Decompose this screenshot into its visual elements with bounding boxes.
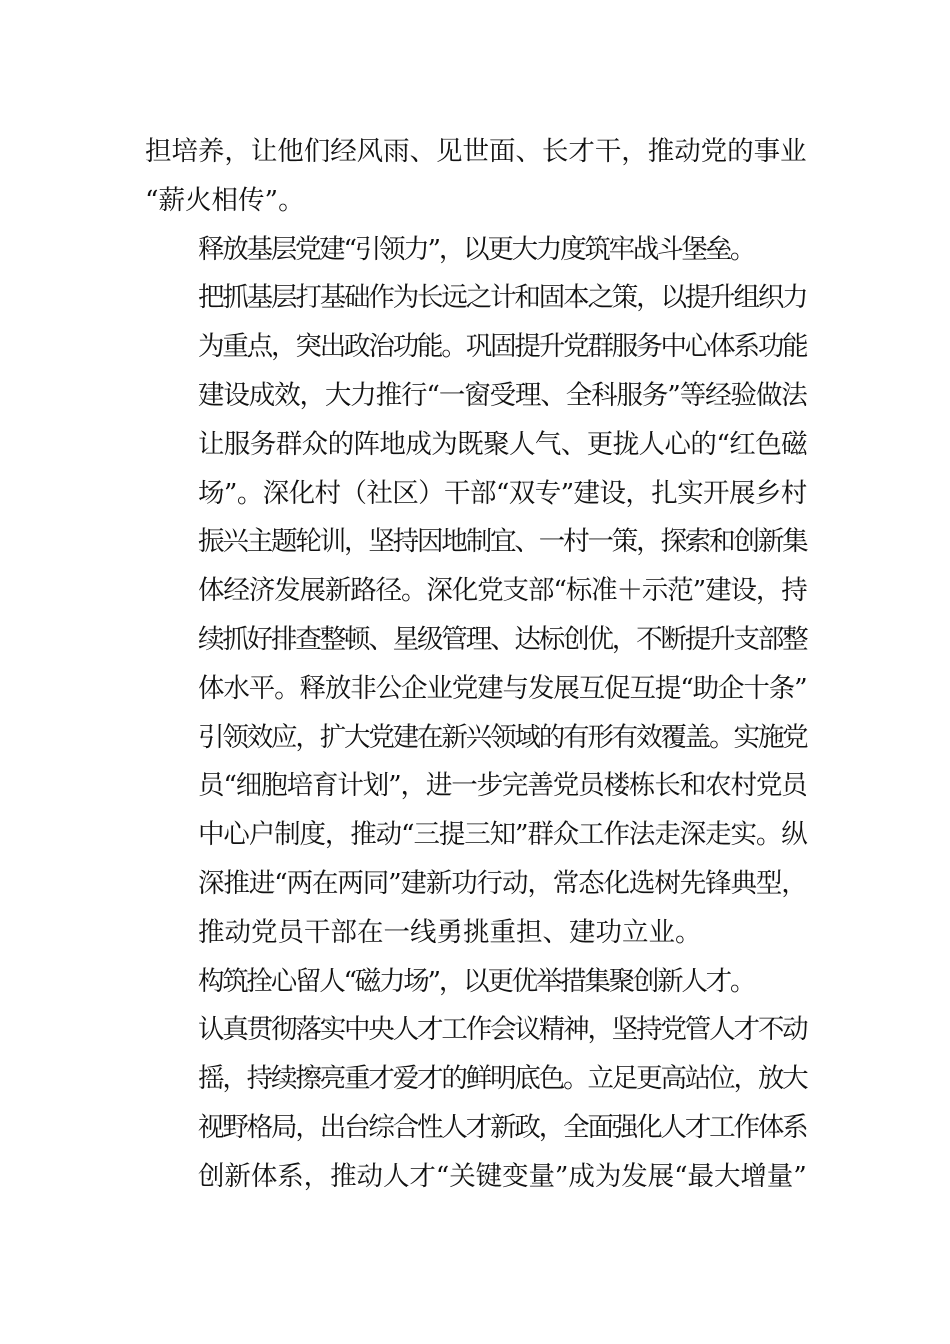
text-line: 振兴主题轮训，坚持因地制宜、一村一策，探索和创新集 [198, 526, 807, 558]
text-line: 续抓好排查整顿、星级管理、达标创优，不断提升支部整 [198, 623, 807, 655]
document-body [145, 128, 807, 1202]
text-line: 推动党员干部在一线勇挑重担、建功立业。 [198, 916, 702, 948]
text-line: 引领效应，扩大党建在新兴领域的有形有效覆盖。实施党 [198, 721, 807, 753]
text-line: 场”。深化村（社区）干部“双专”建设，扎实开展乡村 [198, 477, 807, 509]
text-line: 把抓基层打基础作为长远之计和固本之策，以提升组织力 [198, 282, 807, 314]
text-line: 让服务群众的阵地成为既聚人气、更拢人心的“红色磁 [198, 428, 808, 460]
text-line: 员“细胞培育计划”，进一步完善党员楼栋长和农村党员 [198, 770, 807, 802]
paragraph [145, 128, 807, 226]
text-line: 为重点，突出政治功能。巩固提升党群服务中心体系功能 [198, 331, 807, 363]
text-line: 构筑拴心留人“磁力场”，以更优举措集聚创新人才。 [198, 965, 755, 997]
text-line: 释放基层党建“引领力”，以更大力度筑牢战斗堡垒。 [198, 233, 755, 265]
text-line: 深推进“两在两同”建新功行动，常态化选树先锋典型， [198, 867, 807, 899]
text-line: 摇，持续擦亮重才爱才的鲜明底色。立足更高站位，放大 [198, 1063, 807, 1095]
text-line: 视野格局，出台综合性人才新政，全面强化人才工作体系 [198, 1111, 807, 1143]
text-line: 担培养，让他们经风雨、见世面、长才干，推动党的事业 [145, 136, 807, 167]
text-line: 认真贯彻落实中央人才工作会议精神，坚持党管人才不动 [198, 1014, 807, 1046]
text-line: 创新体系，推动人才“关键变量”成为发展“最大增量” [198, 1160, 807, 1192]
text-line: 建设成效，大力推行“一窗受理、全科服务”等经验做法 [198, 379, 807, 411]
paragraph [145, 958, 807, 1202]
text-line: “薪火相传”。 [145, 184, 305, 216]
text-line: 体经济发展新路径。深化党支部“标准＋示范”建设，持 [198, 575, 807, 607]
paragraph [145, 226, 807, 958]
text-line: 体水平。释放非公企业党建与发展互促互提“助企十条” [198, 672, 807, 704]
text-line: 中心户制度，推动“三提三知”群众工作法走深走实。纵 [198, 819, 807, 851]
